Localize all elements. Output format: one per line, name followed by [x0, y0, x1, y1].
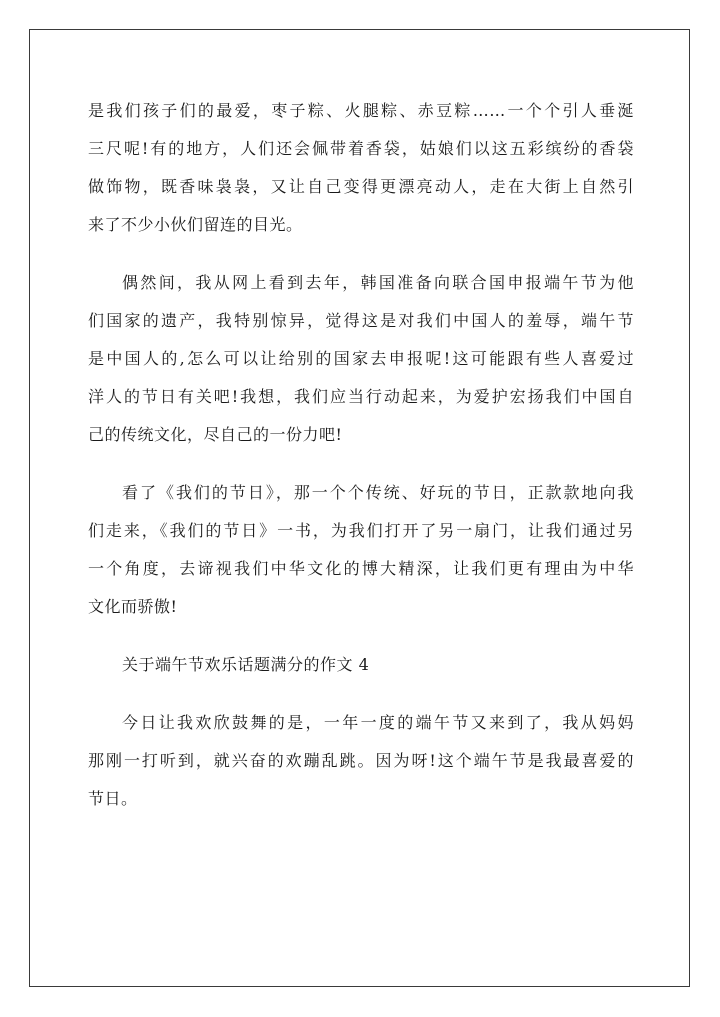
paragraph-gap: [88, 626, 634, 646]
text-line: 看了《我们的节日》，那一个个传统、好玩的节日，正款款地向我: [122, 483, 634, 502]
text-line: 做饰物，既香味袅袅，又让自己变得更漂亮动人，走在大街上自然引: [88, 177, 634, 196]
paragraph: [88, 92, 634, 244]
paragraph: [88, 704, 634, 818]
text-line: 三尺呢!有的地方，人们还会佩带着香袋，姑娘们以这五彩缤纷的香袋: [88, 139, 634, 158]
text-line: 今日让我欢欣鼓舞的是，一年一度的端午节又来到了，我从妈妈: [122, 713, 634, 732]
heading-text: 关于端午节欢乐话题满分的作文 4: [122, 655, 370, 674]
text-line: 文化而骄傲!: [88, 597, 178, 616]
text-line: 那刚一打听到，就兴奋的欢蹦乱跳。因为呀!这个端午节是我最喜爱的: [88, 751, 634, 770]
text-line: 们国家的遗产，我特别惊异，觉得这是对我们中国人的羞辱，端午节: [88, 311, 634, 330]
document-body: [88, 92, 634, 818]
text-line: 是我们孩子们的最爱，枣子粽、火腿粽、赤豆粽……一个个引人垂涎: [88, 101, 634, 120]
section-heading: [88, 646, 634, 684]
paragraph-gap: [88, 684, 634, 704]
paragraph-gap: [88, 244, 634, 264]
text-line: 一个角度，去谛视我们中华文化的博大精深，让我们更有理由为中华: [88, 559, 634, 578]
paragraph-gap: [88, 454, 634, 474]
text-line: 偶然间，我从网上看到去年，韩国准备向联合国申报端午节为他: [122, 273, 634, 292]
text-line: 节日。: [88, 789, 138, 808]
text-line: 是中国人的,怎么可以让给别的国家去申报呢!这可能跟有些人喜爱过: [88, 349, 634, 368]
text-line: 己的传统文化，尽自己的一份力吧!: [88, 425, 343, 444]
text-line: 洋人的节日有关吧!我想，我们应当行动起来，为爱护宏扬我们中国自: [88, 387, 634, 406]
paragraph: [88, 264, 634, 454]
text-line: 们走来，《我们的节日》一书，为我们打开了另一扇门，让我们通过另: [88, 521, 634, 540]
paragraph: [88, 474, 634, 626]
text-line: 来了不少小伙们留连的目光。: [88, 215, 303, 234]
